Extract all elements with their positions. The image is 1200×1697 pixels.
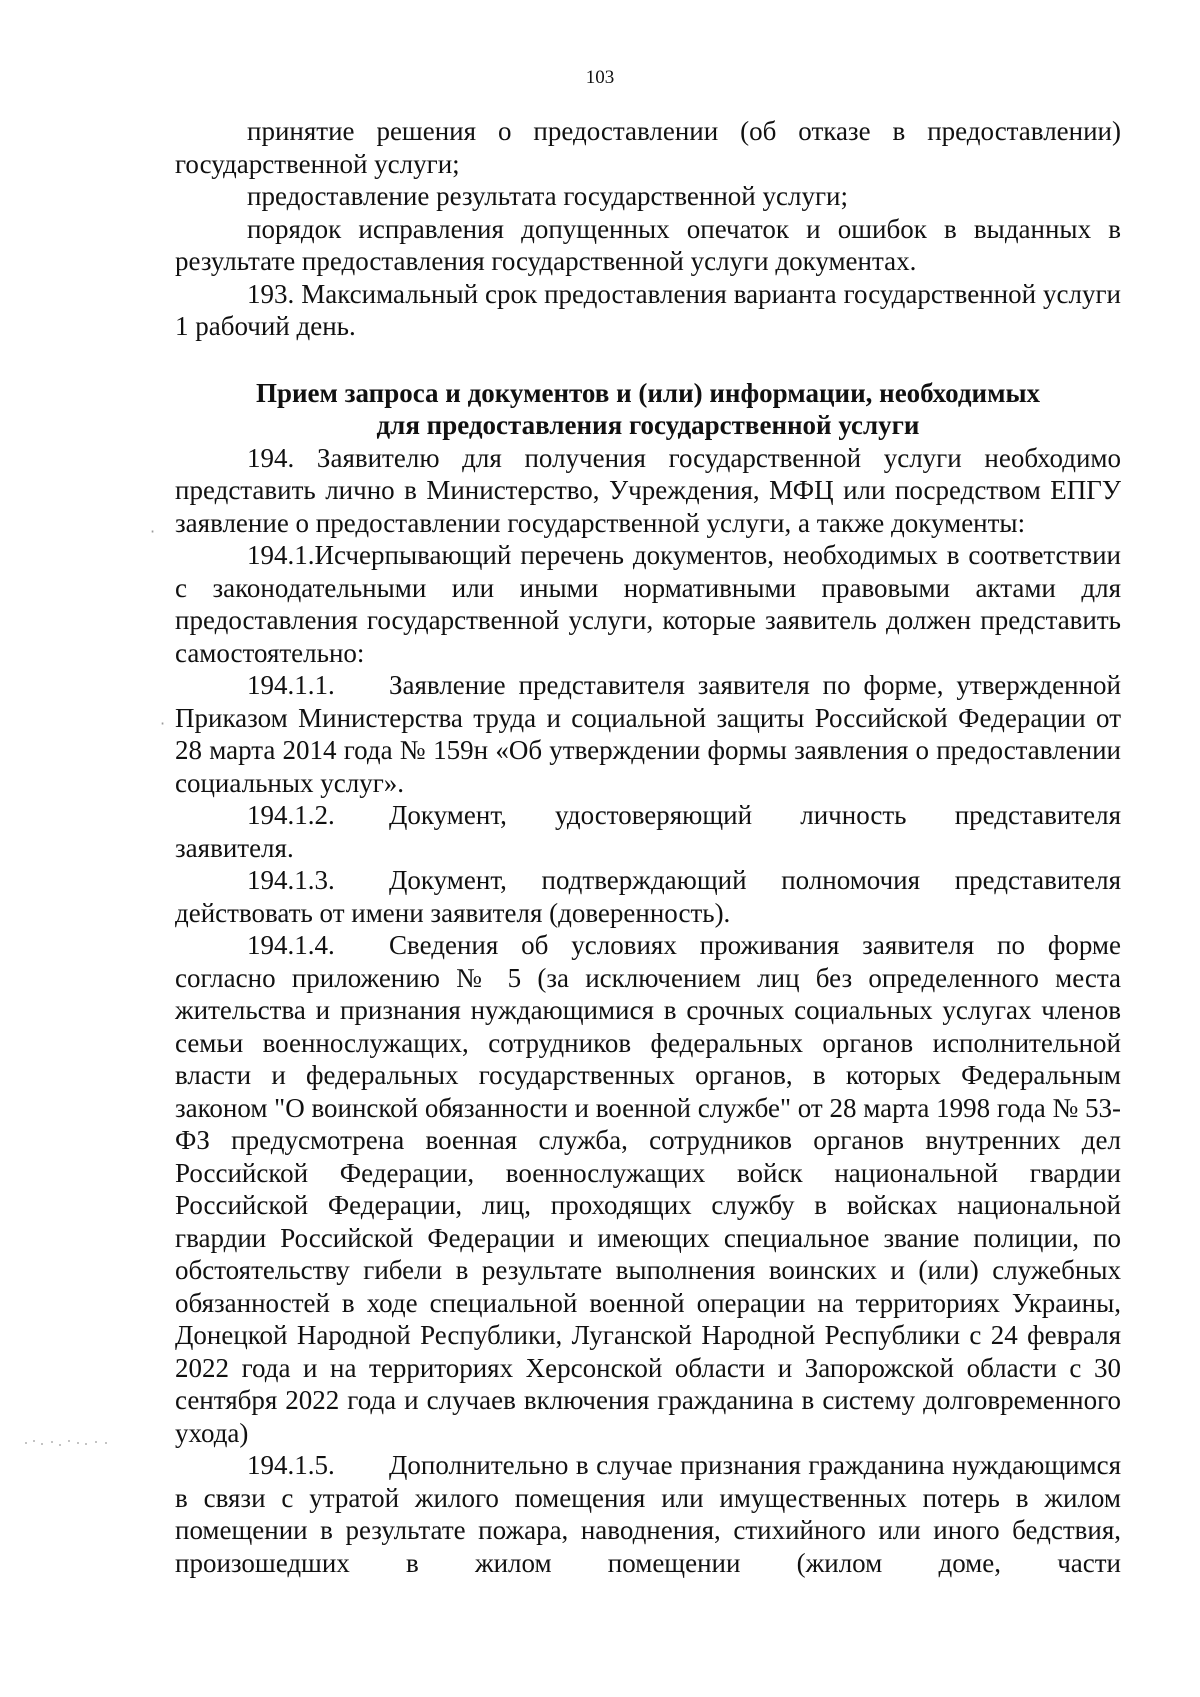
paragraph-number: 194.1.5. xyxy=(247,1450,335,1480)
paragraph-194-1-5 xyxy=(175,1449,1121,1579)
paragraph-decision: принятие решения о предоставлении (об отказе в предоставлении) государственной услуги; xyxy=(175,116,1121,179)
scan-dot: · xyxy=(150,522,156,541)
section-heading-line-1: Прием запроса и документов и (или) информации, необходимых xyxy=(255,377,1041,408)
paragraph-text: Документ, подтверждающий полномочия представителя действовать от имени заявителя (доверенность). xyxy=(175,865,1121,928)
paragraph-194-1 xyxy=(175,539,1121,669)
paragraph-text: 194. Заявителю для получения государственной услуги необходимо представить лично в Министерство, Учреждения, МФЦ или посредством ЕПГУ заявление о предоставлении государственной услуги, а также документы: xyxy=(175,442,1121,538)
document-body xyxy=(175,115,1121,1579)
paragraph-193: 193. Максимальный срок предоставления варианта государственной услуги 1 рабочий день. xyxy=(175,278,1121,341)
paragraph-text: Дополнительно в случае признания гражданина нуждающимся в связи с утратой жилого помещения или имущественных потерь в жилом помещении в результате пожара, наводнения, стихийного или иного бедствия, произошедших в жилом помещении (жилом доме, части xyxy=(175,1450,1121,1578)
paragraph-result: предоставление результата государственной услуги; xyxy=(247,181,848,211)
paragraph-194-1-1 xyxy=(175,669,1121,799)
paragraph-correction-order: порядок исправления допущенных опечаток и ошибок в выданных в результате предоставления государственной услуги документах. xyxy=(175,213,1121,276)
paragraph-text: Заявление представителя заявителя по форме, утвержденной Приказом Министерства труда и социальной защиты Российской Федерации от 28 марта 2014 года № 159н «Об утверждении формы заявления о предоставлении социальных услуг». xyxy=(175,670,1121,798)
section-heading xyxy=(175,377,1121,442)
paragraph-194-1-3 xyxy=(175,864,1121,929)
paragraph-194-1-2 xyxy=(175,799,1121,864)
paragraph-text: 194.1.Исчерпывающий перечень документов, необходимых в соответствии с законодательными или иными нормативными правовыми актами для предоставления государственной услуги, которые заявитель должен представить самостоятельно: xyxy=(175,540,1121,668)
paragraph-number: 194.1.1. xyxy=(247,670,335,700)
paragraph-number: 194.1.3. xyxy=(247,865,335,895)
paragraph-194-1-4 xyxy=(175,929,1121,1449)
scan-speckles xyxy=(22,1436,112,1450)
scan-dot: · xyxy=(160,714,166,733)
paragraph-number: 194.1.4. xyxy=(247,930,335,960)
page-number: 103 xyxy=(585,67,615,88)
paragraph-text: Сведения об условиях проживания заявителя по форме согласно приложению № 5 (за исключением лиц без определенного места жительства и признания нуждающимися в срочных социальных услугах членов семьи военнослужащих, сотрудников федеральных органов исполнительной власти и федеральных государственных органов, в которых Федеральным законом "О воинской обязанности и военной службе" от 28 марта 1998 года № 53-ФЗ предусмотрена военная служба, сотрудников органов внутренних дел Российской Федерации, военнослужащих войск национальной гвардии Российской Федерации, лиц, проходящих службу в войсках национальной гвардии Российской Федерации и имеющих специальное звание полиции, по обстоятельству гибели в результате выполнения воинских и (или) служебных обязанностей в ходе специальной военной операции на территориях Украины, Донецкой Народной Республики, Луганской Народной Республики с 24 февраля 2022 года и на территориях Херсонской области и Запорожской области с 30 сентября 2022 года и случаев включения гражданина в систему долговременного ухода) xyxy=(175,930,1121,1448)
paragraph-number: 194.1.2. xyxy=(247,800,335,830)
section-heading-line-2: для предоставления государственной услуги xyxy=(376,410,920,440)
paragraph-text: Документ, удостоверяющий личность представителя заявителя. xyxy=(175,800,1121,863)
paragraph-194 xyxy=(175,442,1121,540)
